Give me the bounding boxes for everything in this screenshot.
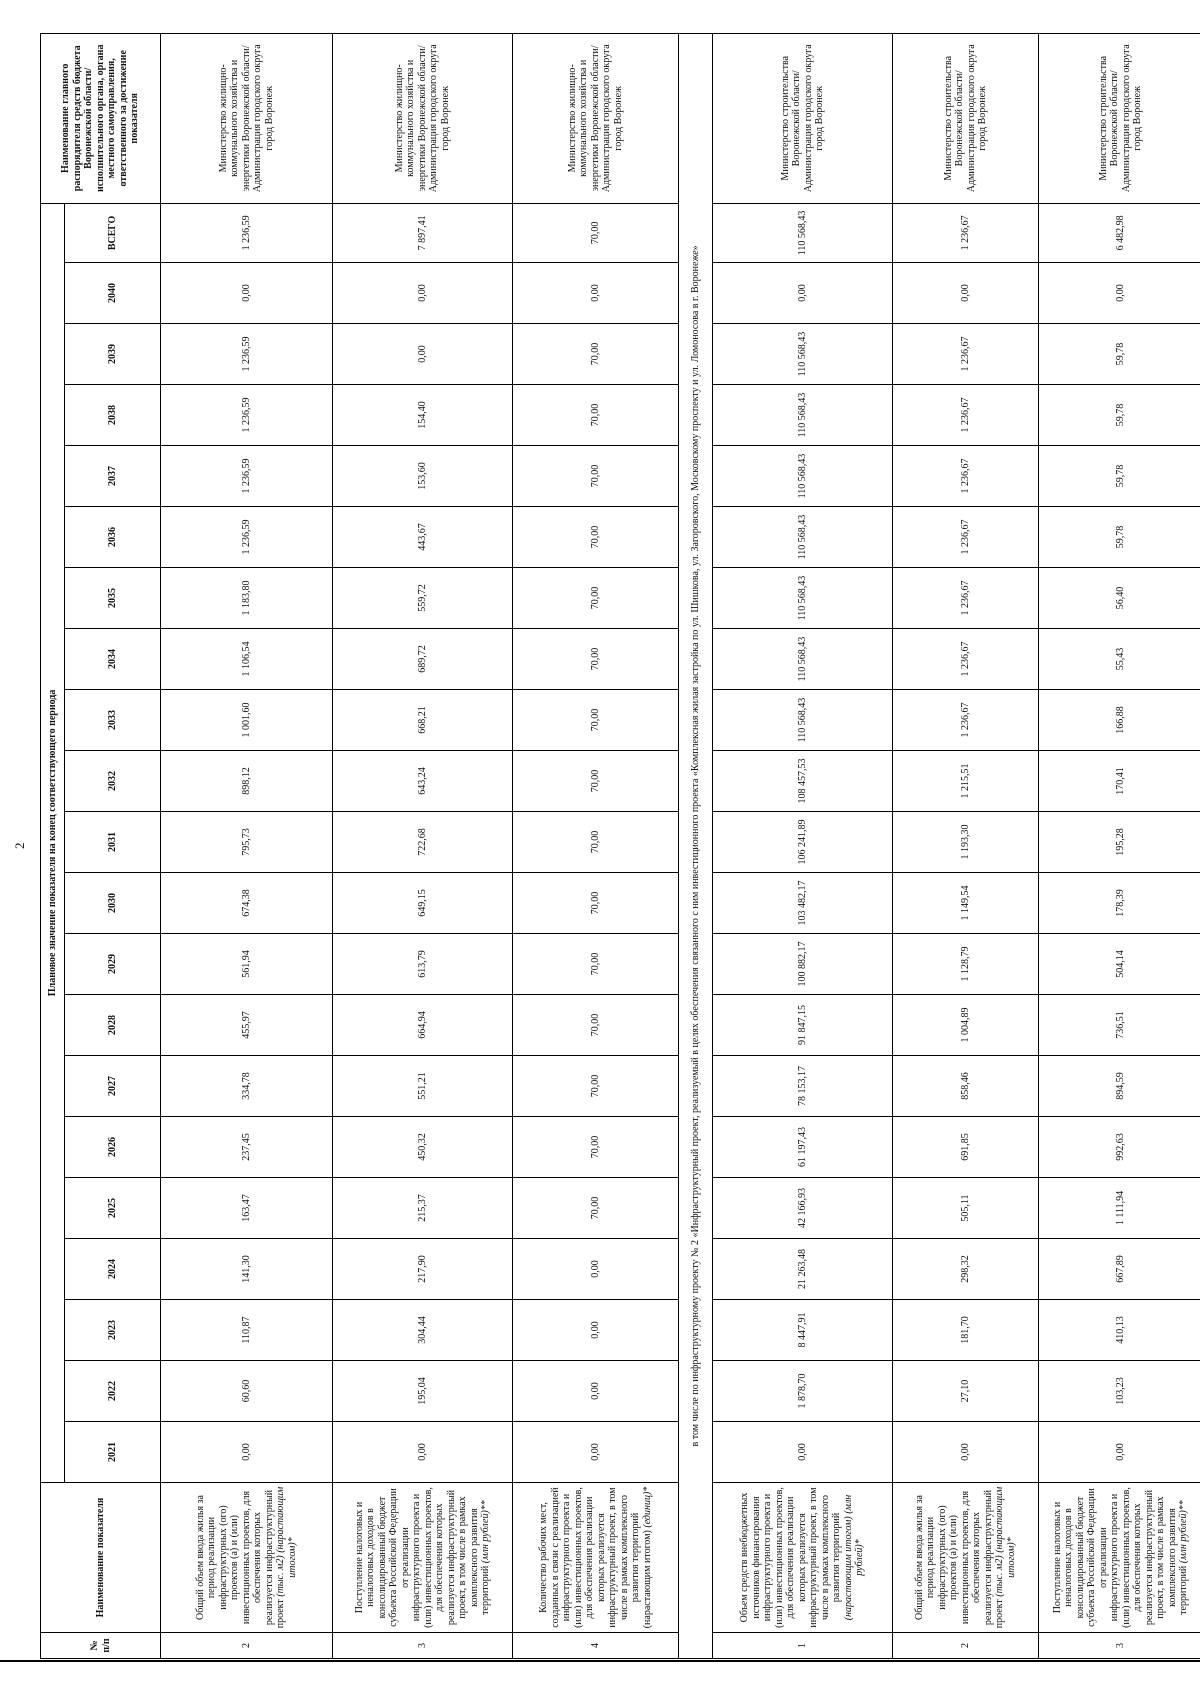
value-cell: 898,12: [161, 751, 333, 812]
value-cell: 559,72: [333, 568, 513, 629]
value-cell: 70,00: [513, 1178, 679, 1239]
responsible-cell: Министерство строительства Воронежской области/ Администрация городского округа город Воронеж: [713, 33, 893, 203]
value-cell: 0,00: [161, 1422, 333, 1483]
page-number: 2: [12, 842, 27, 849]
table-row: [893, 33, 1039, 1658]
indicator-unit: (млн рублей)**: [480, 1500, 491, 1564]
row-indicator: [893, 1483, 1039, 1633]
value-cell: 91 847,15: [713, 995, 893, 1056]
year-header: 2027: [65, 1056, 161, 1117]
value-cell: 166,88: [1039, 690, 1200, 751]
value-cell: 110 568,43: [713, 385, 893, 446]
value-cell: 163,47: [161, 1178, 333, 1239]
value-cell: 70,00: [513, 568, 679, 629]
indicator-unit: (млн рублей)**: [1178, 1500, 1189, 1564]
value-cell: 70,00: [513, 1056, 679, 1117]
value-cell: 21 263,48: [713, 1239, 893, 1300]
value-cell: 1 236,67: [893, 690, 1039, 751]
value-cell: 70,00: [513, 812, 679, 873]
value-cell: 1 236,59: [161, 324, 333, 385]
year-header: 2022: [65, 1361, 161, 1422]
table-row: [713, 33, 893, 1658]
value-cell: 70,00: [513, 629, 679, 690]
responsible-cell: Министерство жилищно-коммунального хозяйства и энергетики Воронежской области/ Администрация городского округа город Воронеж: [333, 33, 513, 203]
value-cell: 110 568,43: [713, 446, 893, 507]
value-cell: 689,72: [333, 629, 513, 690]
value-cell: 70,00: [513, 934, 679, 995]
value-cell: 110,87: [161, 1300, 333, 1361]
value-cell: 1 001,60: [161, 690, 333, 751]
value-cell: 178,39: [1039, 873, 1200, 934]
responsible-cell: Министерство строительства Воронежской области/ Администрация городского округа город Воронеж: [1039, 33, 1200, 203]
row-indicator: [1039, 1483, 1200, 1633]
value-cell: 1 878,70: [713, 1361, 893, 1422]
table-row: [333, 33, 513, 1658]
value-cell: 1 236,59: [161, 507, 333, 568]
row-num: 2: [893, 1633, 1039, 1659]
value-cell: 61 197,43: [713, 1117, 893, 1178]
table-body-a: [161, 33, 679, 1658]
year-header: 2031: [65, 812, 161, 873]
year-header: 2025: [65, 1178, 161, 1239]
value-cell: 1 236,59: [161, 385, 333, 446]
year-header: 2035: [65, 568, 161, 629]
year-header: 2030: [65, 873, 161, 934]
value-cell: 736,51: [1039, 995, 1200, 1056]
value-cell: 60,60: [161, 1361, 333, 1422]
value-cell: 1 183,80: [161, 568, 333, 629]
year-header: 2026: [65, 1117, 161, 1178]
row-num: 1: [713, 1633, 893, 1659]
value-cell: 0,00: [333, 1422, 513, 1483]
year-header: 2036: [65, 507, 161, 568]
indicator-unit: (нарастающим итогом) (млн рублей)*: [842, 1494, 866, 1621]
year-header: 2024: [65, 1239, 161, 1300]
value-cell: 1 128,79: [893, 934, 1039, 995]
value-cell: 691,85: [893, 1117, 1039, 1178]
value-cell: 70,00: [513, 385, 679, 446]
bottom-rule: [0, 1660, 1200, 1662]
indicator-unit: (тыс. м2) (нарастающим итогом)*: [275, 1486, 298, 1597]
value-cell: 410,13: [1039, 1300, 1200, 1361]
value-cell: 217,90: [333, 1239, 513, 1300]
value-cell: 0,00: [893, 263, 1039, 324]
year-header: 2023: [65, 1300, 161, 1361]
value-cell: 0,00: [1039, 263, 1200, 324]
value-cell: 1 106,54: [161, 629, 333, 690]
value-cell: 298,32: [893, 1239, 1039, 1300]
value-cell: 59,78: [1039, 507, 1200, 568]
value-cell: 664,94: [333, 995, 513, 1056]
year-header: 2037: [65, 446, 161, 507]
section-body: [679, 33, 713, 1658]
row-indicator: [513, 1483, 679, 1633]
row-num: 4: [513, 1633, 679, 1659]
value-cell: 110 568,43: [713, 568, 893, 629]
value-cell: 59,78: [1039, 324, 1200, 385]
value-cell: 8 447,91: [713, 1300, 893, 1361]
value-cell: 334,78: [161, 1056, 333, 1117]
value-cell: 1 236,59: [161, 446, 333, 507]
header-num: № п/п: [41, 1633, 161, 1659]
value-cell: 674,38: [161, 873, 333, 934]
value-cell: 504,14: [1039, 934, 1200, 995]
value-cell: 70,00: [513, 324, 679, 385]
value-cell: 551,21: [333, 1056, 513, 1117]
responsible-cell: Министерство строительства Воронежской области/ Администрация городского округа город Воронеж: [893, 33, 1039, 203]
value-cell: 170,41: [1039, 751, 1200, 812]
value-cell: 153,60: [333, 446, 513, 507]
value-cell: 455,97: [161, 995, 333, 1056]
value-cell: 70,00: [513, 751, 679, 812]
indicator-text: Объем средств внебюджетных источников финансирования инфраструктурного проекта и (или) инвестиционных проектов, для обеспечения реализации которых реализуется инфраструктурный проект, в том числе в рамках комплексного развития территорий: [739, 1487, 843, 1628]
value-cell: 55,43: [1039, 629, 1200, 690]
year-header: 2034: [65, 629, 161, 690]
responsible-cell: Министерство жилищно-коммунального хозяйства и энергетики Воронежской области/ Администрация городского округа город Воронеж: [161, 33, 333, 203]
value-cell: 103,23: [1039, 1361, 1200, 1422]
year-header: 2033: [65, 690, 161, 751]
value-cell: 1 236,67: [893, 385, 1039, 446]
indicator-text: Общий объем ввода жилья за период реализации инфраструктурных (ого) проектов (а) и (или) инвестиционных проектов, для обеспечения которых реализуется инфраструктурный проект: [194, 1489, 287, 1629]
value-cell: 106 241,89: [713, 812, 893, 873]
total-cell: 1 236,59: [161, 203, 333, 262]
row-indicator: [161, 1483, 333, 1633]
total-cell: 6 482,98: [1039, 203, 1200, 262]
indicator-unit: (тыс. м2) (нарастающим итогом)*: [994, 1486, 1017, 1597]
indicators-table: [40, 33, 1200, 1659]
indicator-text: Поступление налоговых и неналоговых доходов в консолидированный бюджет субъекта Российской Федерации от реализации инфраструктурного проекта и (или) инвестиционных проектов, для обеспечения которых реализуется инфраструктурный проект, в том числе в рамках комплексного развития территорий: [1051, 1487, 1189, 1628]
value-cell: 70,00: [513, 690, 679, 751]
total-cell: 7 897,41: [333, 203, 513, 262]
indicator-text: Общий объем ввода жилья за период реализации инфраструктурных (ого) проектов (а) и (или) инвестиционных проектов, для обеспечения которых реализуется инфраструктурный проект: [913, 1489, 1006, 1629]
value-cell: 0,00: [713, 263, 893, 324]
year-header: 2028: [65, 995, 161, 1056]
value-cell: 858,46: [893, 1056, 1039, 1117]
row-indicator: [333, 1483, 513, 1633]
total-cell: 70,00: [513, 203, 679, 262]
value-cell: 110 568,43: [713, 324, 893, 385]
value-cell: 304,44: [333, 1300, 513, 1361]
header-indicator: Наименование показателя: [41, 1483, 161, 1633]
value-cell: 450,32: [333, 1117, 513, 1178]
value-cell: 643,24: [333, 751, 513, 812]
value-cell: 181,70: [893, 1300, 1039, 1361]
value-cell: 195,04: [333, 1361, 513, 1422]
total-cell: 1 236,67: [893, 203, 1039, 262]
value-cell: 0,00: [513, 1422, 679, 1483]
indicator-unit: (единиц)*: [641, 1486, 653, 1528]
table-row: [161, 33, 333, 1658]
section-row: [679, 33, 713, 1658]
value-cell: 561,94: [161, 934, 333, 995]
value-cell: 795,73: [161, 812, 333, 873]
value-cell: 70,00: [513, 995, 679, 1056]
value-cell: 56,40: [1039, 568, 1200, 629]
value-cell: 0,00: [513, 1361, 679, 1422]
value-cell: 505,11: [893, 1178, 1039, 1239]
value-cell: 70,00: [513, 1117, 679, 1178]
value-cell: 894,59: [1039, 1056, 1200, 1117]
table-row: [513, 33, 679, 1658]
value-cell: 141,30: [161, 1239, 333, 1300]
row-num: 3: [1039, 1633, 1200, 1659]
value-cell: 1 193,30: [893, 812, 1039, 873]
value-cell: 1 004,89: [893, 995, 1039, 1056]
row-num: 3: [333, 1633, 513, 1659]
indicator-text: Количество рабочих мест, созданных в связи с реализацией инфраструктурного проекта и (или) инвестиционных проектов, для обеспечения реализации которых реализуется инфраструктурный проект, в том числе в рамках комплексного развития территорий (нарастающим итогом): [538, 1487, 653, 1629]
value-cell: 110 568,43: [713, 507, 893, 568]
value-cell: 649,15: [333, 873, 513, 934]
value-cell: 78 153,17: [713, 1056, 893, 1117]
value-cell: 0,00: [713, 1422, 893, 1483]
value-cell: 1 236,67: [893, 446, 1039, 507]
value-cell: 1 236,67: [893, 629, 1039, 690]
value-cell: 1 236,67: [893, 568, 1039, 629]
value-cell: 154,40: [333, 385, 513, 446]
value-cell: 0,00: [893, 1422, 1039, 1483]
value-cell: 443,67: [333, 507, 513, 568]
header-row-1: [41, 33, 65, 1658]
value-cell: 108 457,53: [713, 751, 893, 812]
value-cell: 1 236,67: [893, 324, 1039, 385]
table-body-b: [713, 33, 1200, 1658]
value-cell: 59,78: [1039, 385, 1200, 446]
year-header: 2029: [65, 934, 161, 995]
value-cell: 237,45: [161, 1117, 333, 1178]
year-header: 2038: [65, 385, 161, 446]
value-cell: 1 149,54: [893, 873, 1039, 934]
total-header: ВСЕГО: [65, 203, 161, 262]
value-cell: 0,00: [513, 1239, 679, 1300]
value-cell: 1 215,51: [893, 751, 1039, 812]
responsible-cell: Министерство жилищно-коммунального хозяйства и энергетики Воронежской области/ Администрация городского округа город Воронеж: [513, 33, 679, 203]
indicator-text: Поступление налоговых и неналоговых доходов в консолидированный бюджет субъекта Российской Федерации от реализации инфраструктурного проекта и (или) инвестиционных проектов, для обеспечения которых реализуется инфраструктурный проект, в том числе в рамках комплексного развития территорий: [353, 1487, 491, 1628]
value-cell: 0,00: [1039, 1422, 1200, 1483]
table-row: [1039, 33, 1200, 1658]
header-responsible: Наименование главного распорядителя средств бюджета Воронежской области/исполнительного органа, органа местного самоуправления, ответственного за достижение показателя: [41, 33, 161, 203]
value-cell: 70,00: [513, 446, 679, 507]
header-row-2: [65, 33, 161, 1658]
value-cell: 1 111,94: [1039, 1178, 1200, 1239]
value-cell: 992,63: [1039, 1117, 1200, 1178]
value-cell: 1 236,67: [893, 507, 1039, 568]
value-cell: 195,28: [1039, 812, 1200, 873]
value-cell: 70,00: [513, 507, 679, 568]
total-cell: 110 568,43: [713, 203, 893, 262]
value-cell: 667,89: [1039, 1239, 1200, 1300]
value-cell: 0,00: [333, 263, 513, 324]
section-title: в том числе по инфраструктурному проекту № 2 «Инфраструктурный проект, реализуемый в целях обеспечения связанного с ним инвестиционного проекта «Комплексная жилая застройка по ул. Шишкова, ул. Загоровского, Московскому проспекту и ул. Ломоносова в г. Воронеже»: [679, 33, 713, 1658]
value-cell: 59,78: [1039, 446, 1200, 507]
value-cell: 42 166,93: [713, 1178, 893, 1239]
year-header: 2040: [65, 263, 161, 324]
value-cell: 722,68: [333, 812, 513, 873]
value-cell: 0,00: [333, 324, 513, 385]
year-header: 2032: [65, 751, 161, 812]
value-cell: 0,00: [513, 263, 679, 324]
value-cell: 27,10: [893, 1361, 1039, 1422]
row-indicator: [713, 1483, 893, 1633]
value-cell: 215,37: [333, 1178, 513, 1239]
year-header: 2039: [65, 324, 161, 385]
row-num: 2: [161, 1633, 333, 1659]
value-cell: 100 882,17: [713, 934, 893, 995]
value-cell: 103 482,17: [713, 873, 893, 934]
value-cell: 668,21: [333, 690, 513, 751]
value-cell: 0,00: [513, 1300, 679, 1361]
value-cell: 110 568,43: [713, 690, 893, 751]
year-header: 2021: [65, 1422, 161, 1483]
header-planned: Плановое значение показателя на конец соответствующего периода: [41, 203, 65, 1482]
value-cell: 70,00: [513, 873, 679, 934]
value-cell: 613,79: [333, 934, 513, 995]
value-cell: 110 568,43: [713, 629, 893, 690]
value-cell: 0,00: [161, 263, 333, 324]
